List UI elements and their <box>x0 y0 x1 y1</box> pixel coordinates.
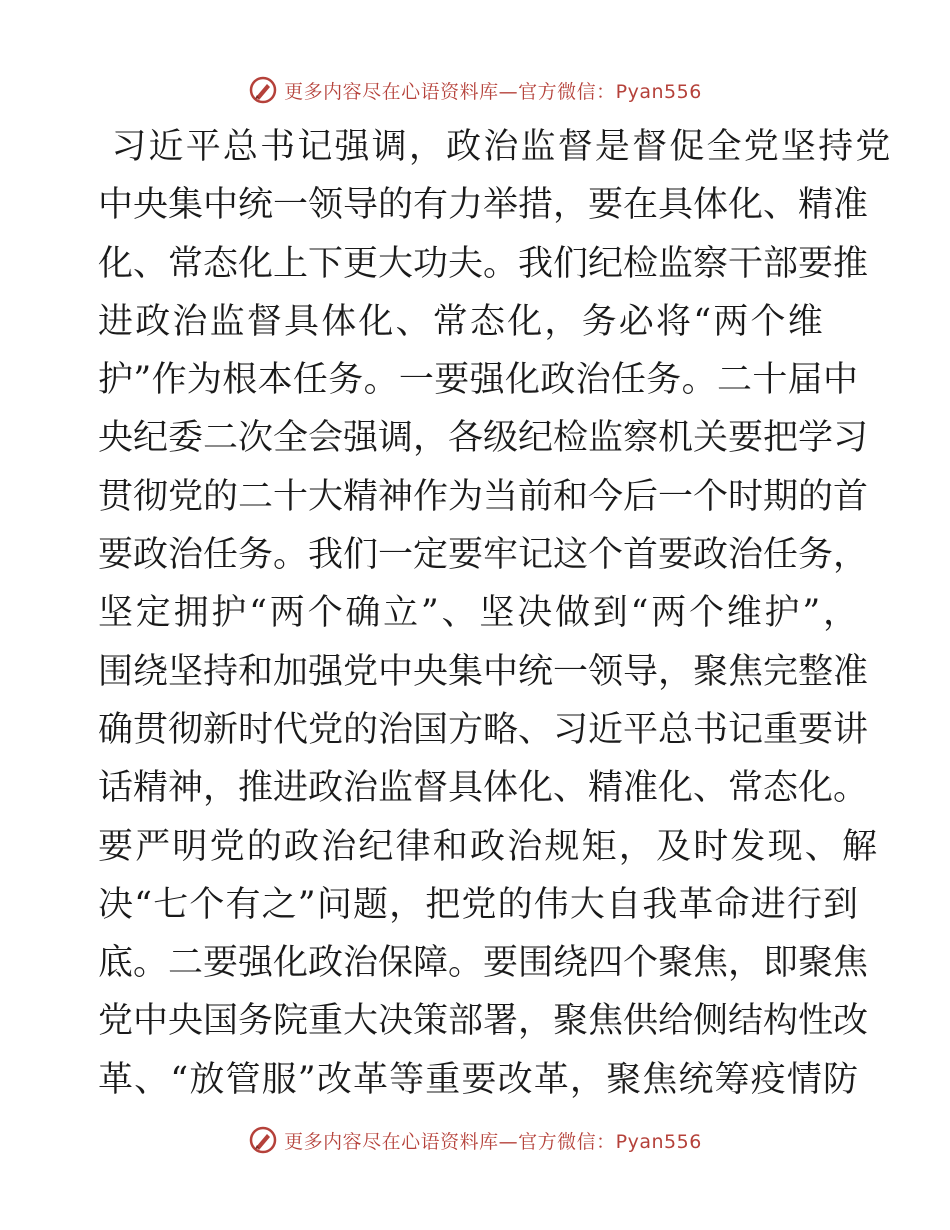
pen-logo-icon <box>248 75 278 105</box>
header-watermark-text: 更多内容尽在心语资料库—官方微信：Pyan556 <box>284 80 702 103</box>
body-line-2: 中央集中统一领导的有力举措，要在具体化、精准 <box>98 185 869 226</box>
body-line-12: 话精神，推进政治监督具体化、精准化、常态化。 <box>98 768 869 809</box>
body-line-3: 化、常态化上下更大功夫。我们纪检监察干部要推 <box>98 243 869 284</box>
body-line-1: 习近平总书记强调，政治监督是督促全党坚持党 <box>98 127 893 167</box>
body-line-7: 贯彻党的二十大精神作为当前和今后一个时期的首 <box>98 476 869 517</box>
document-body <box>98 118 893 1109</box>
pen-logo-icon <box>248 1125 278 1155</box>
body-line-17: 革、“放管服”改革等重要改革，聚焦统筹疫情防 <box>98 1059 858 1100</box>
body-line-6: 央纪委二次全会强调，各级纪检监察机关要把学习 <box>98 418 869 459</box>
body-line-11: 确贯彻新时代党的治国方略、习近平总书记重要讲 <box>98 709 869 750</box>
footer-watermark-text: 更多内容尽在心语资料库—官方微信：Pyan556 <box>284 1130 702 1153</box>
header-watermark-banner <box>0 70 950 110</box>
body-line-15: 底。二要强化政治保障。要围绕四个聚焦，即聚焦 <box>98 943 869 984</box>
body-line-8: 要政治任务。我们一定要牢记这个首要政治任务， <box>98 535 869 576</box>
body-line-4: 进政治监督具体化、常态化，务必将“两个维 <box>98 301 825 342</box>
body-line-10: 围绕坚持和加强党中央集中统一领导，聚焦完整准 <box>98 651 869 692</box>
body-line-9: 坚定拥护“两个确立”、坚决做到“两个维护”， <box>98 593 858 634</box>
body-line-13: 要严明党的政治纪律和政治规矩，及时发现、解 <box>98 826 880 867</box>
body-line-14: 决“七个有之”问题，把党的伟大自我革命进行到 <box>98 884 858 925</box>
body-line-5: 护”作为根本任务。一要强化政治任务。二十届中 <box>98 360 858 401</box>
body-line-16: 党中央国务院重大决策部署，聚焦供给侧结构性改 <box>98 1001 869 1042</box>
footer-watermark-banner <box>0 1120 950 1160</box>
